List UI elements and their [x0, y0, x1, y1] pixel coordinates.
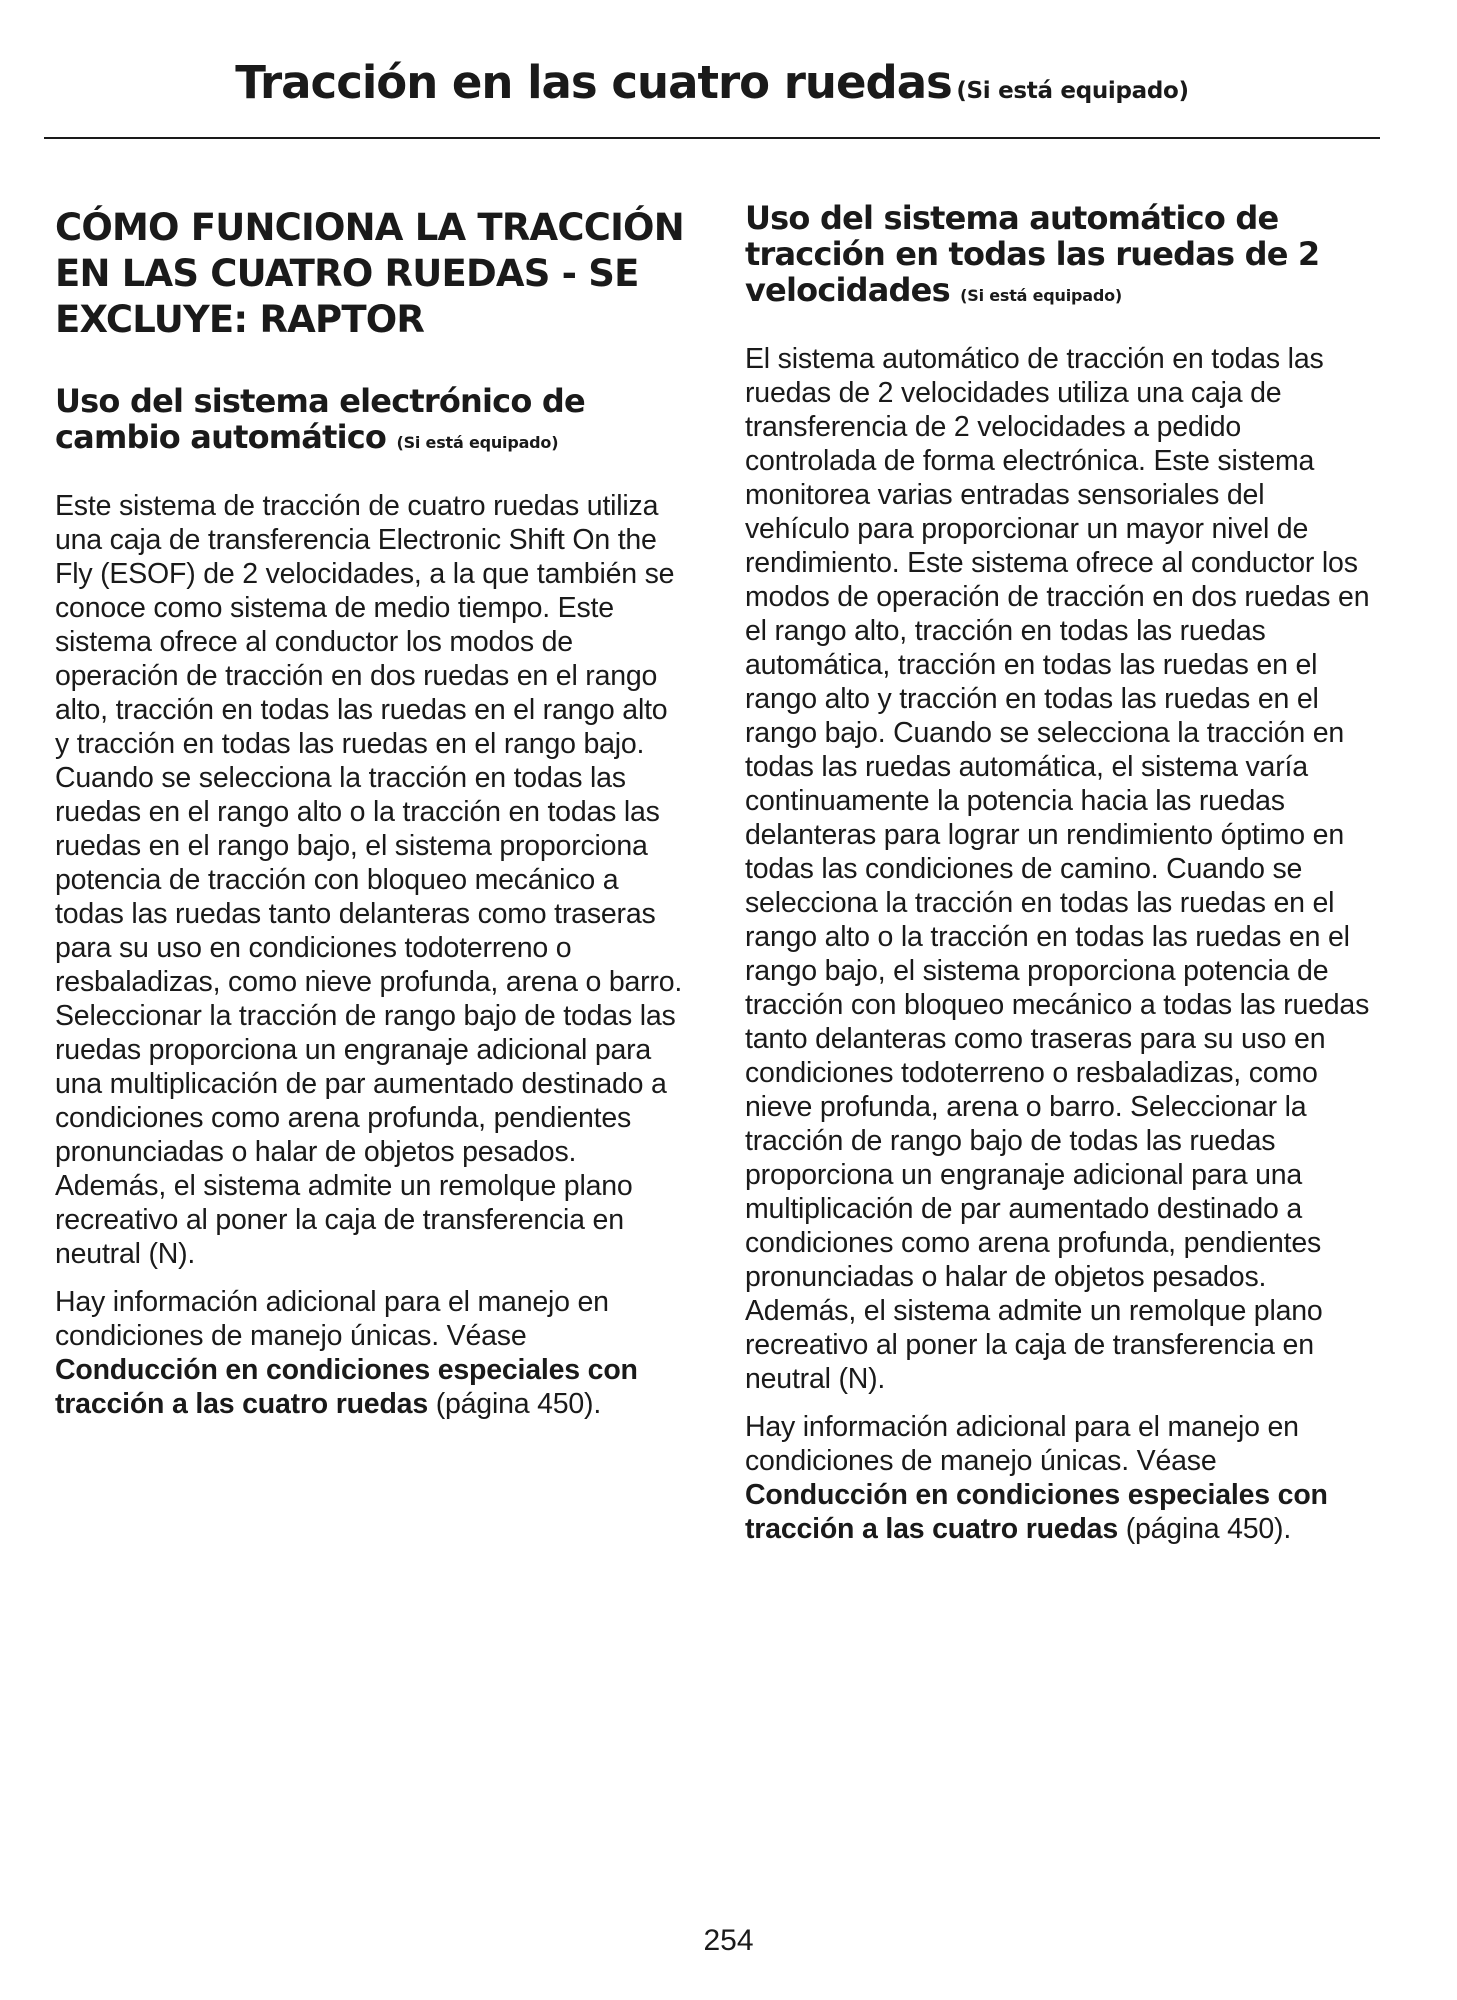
- reference-paragraph: [745, 1410, 1375, 1546]
- page-title-qualifier: (Si está equipado): [956, 78, 1189, 104]
- reference-page-text: (página 450).: [427, 1388, 602, 1420]
- body-paragraph: El sistema automático de tracción en todas las ruedas de 2 velocidades utiliza una caja de transferencia de 2 velocidades a pedido controlada de forma electrónica. Este sistema monitorea varias entradas sensoriales del vehículo para proporcionar un mayor nivel de rendimiento. Este sistema ofrece al conductor los modos de operación de tracción en dos ruedas en el rango alto, tracción en todas las ruedas automática, tracción en todas las ruedas en el rango alto y tracción en todas las ruedas en el rango bajo. Cuando se selecciona la tracción en todas las ruedas automática, el sistema varía continuamente la potencia hacia las ruedas delanteras para lograr un rendimiento óptimo en todas las condiciones de camino. Cuando se selecciona la tracción en todas las ruedas en el rango alto o la tracción en todas las ruedas en el rango bajo, el sistema proporciona potencia de tracción con bloqueo mecánico a todas las ruedas tanto delanteras como traseras para su uso en condiciones todoterreno o resbaladizas, como nieve profunda, arena o barro. Seleccionar la tracción de rango bajo de todas las ruedas proporciona un engranaje adicional para una multiplicación de par aumentado destinado a condiciones como arena profunda, pendientes pronunciadas o halar de objetos pesados. Además, el sistema admite un remolque plano recreativo al poner la caja de transferencia en neutral (N).: [745, 343, 1370, 1395]
- page-header: [44, 56, 1380, 109]
- subsection-title-electronic-shift: [55, 383, 685, 461]
- header-divider: [44, 137, 1380, 139]
- left-column: [55, 205, 685, 1435]
- subsection-title-text: Uso del sistema electrónico de cambio automático: [55, 382, 585, 456]
- reference-paragraph: [55, 1285, 685, 1421]
- subsection-title-text: Uso del sistema automático de tracción en todas las ruedas de 2 velocidades: [745, 199, 1320, 309]
- page-number: 254: [703, 1924, 754, 1957]
- reference-lead-text: Hay información adicional para el manejo en condiciones de manejo únicas. Véase: [55, 1286, 609, 1352]
- reference-lead-text: Hay información adicional para el manejo en condiciones de manejo únicas. Véase: [745, 1411, 1299, 1477]
- subsection-qualifier: (Si está equipado): [960, 286, 1123, 305]
- subsection-qualifier: (Si está equipado): [396, 433, 559, 452]
- page-title: Tracción en las cuatro ruedas: [235, 56, 952, 109]
- cross-reference-link[interactable]: Conducción en condiciones especiales con tracción a las cuatro ruedas: [55, 1354, 638, 1420]
- subsection-title-automatic-awd: [745, 200, 1375, 314]
- reference-page-text: (página 450).: [1117, 1513, 1292, 1545]
- body-paragraph: Este sistema de tracción de cuatro ruedas utiliza una caja de transferencia Electronic Shift On the Fly (ESOF) de 2 velocidades, a la que también se conoce como sistema de medio tiempo. Este sistema ofrece al conductor los modos de operación de tracción en dos ruedas en el rango alto, tracción en todas las ruedas en el rango alto y tracción en todas las ruedas en el rango bajo. Cuando se selecciona la tracción en todas las ruedas en el rango alto o la tracción en todas las ruedas en el rango bajo, el sistema proporciona potencia de tracción con bloqueo mecánico a todas las ruedas tanto delanteras como traseras para su uso en condiciones todoterreno o resbaladizas, como nieve profunda, arena o barro. Seleccionar la tracción de rango bajo de todas las ruedas proporciona un engranaje adicional para una multiplicación de par aumentado destinado a condiciones como arena profunda, pendientes pronunciadas o halar de objetos pesados. Además, el sistema admite un remolque plano recreativo al poner la caja de transferencia en neutral (N).: [55, 490, 683, 1270]
- section-title: CÓMO FUNCIONA LA TRACCIÓN EN LAS CUATRO RUEDAS - SE EXCLUYE: RAPTOR: [55, 206, 684, 341]
- right-column: [745, 200, 1375, 1560]
- cross-reference-link[interactable]: Conducción en condiciones especiales con tracción a las cuatro ruedas: [745, 1479, 1328, 1545]
